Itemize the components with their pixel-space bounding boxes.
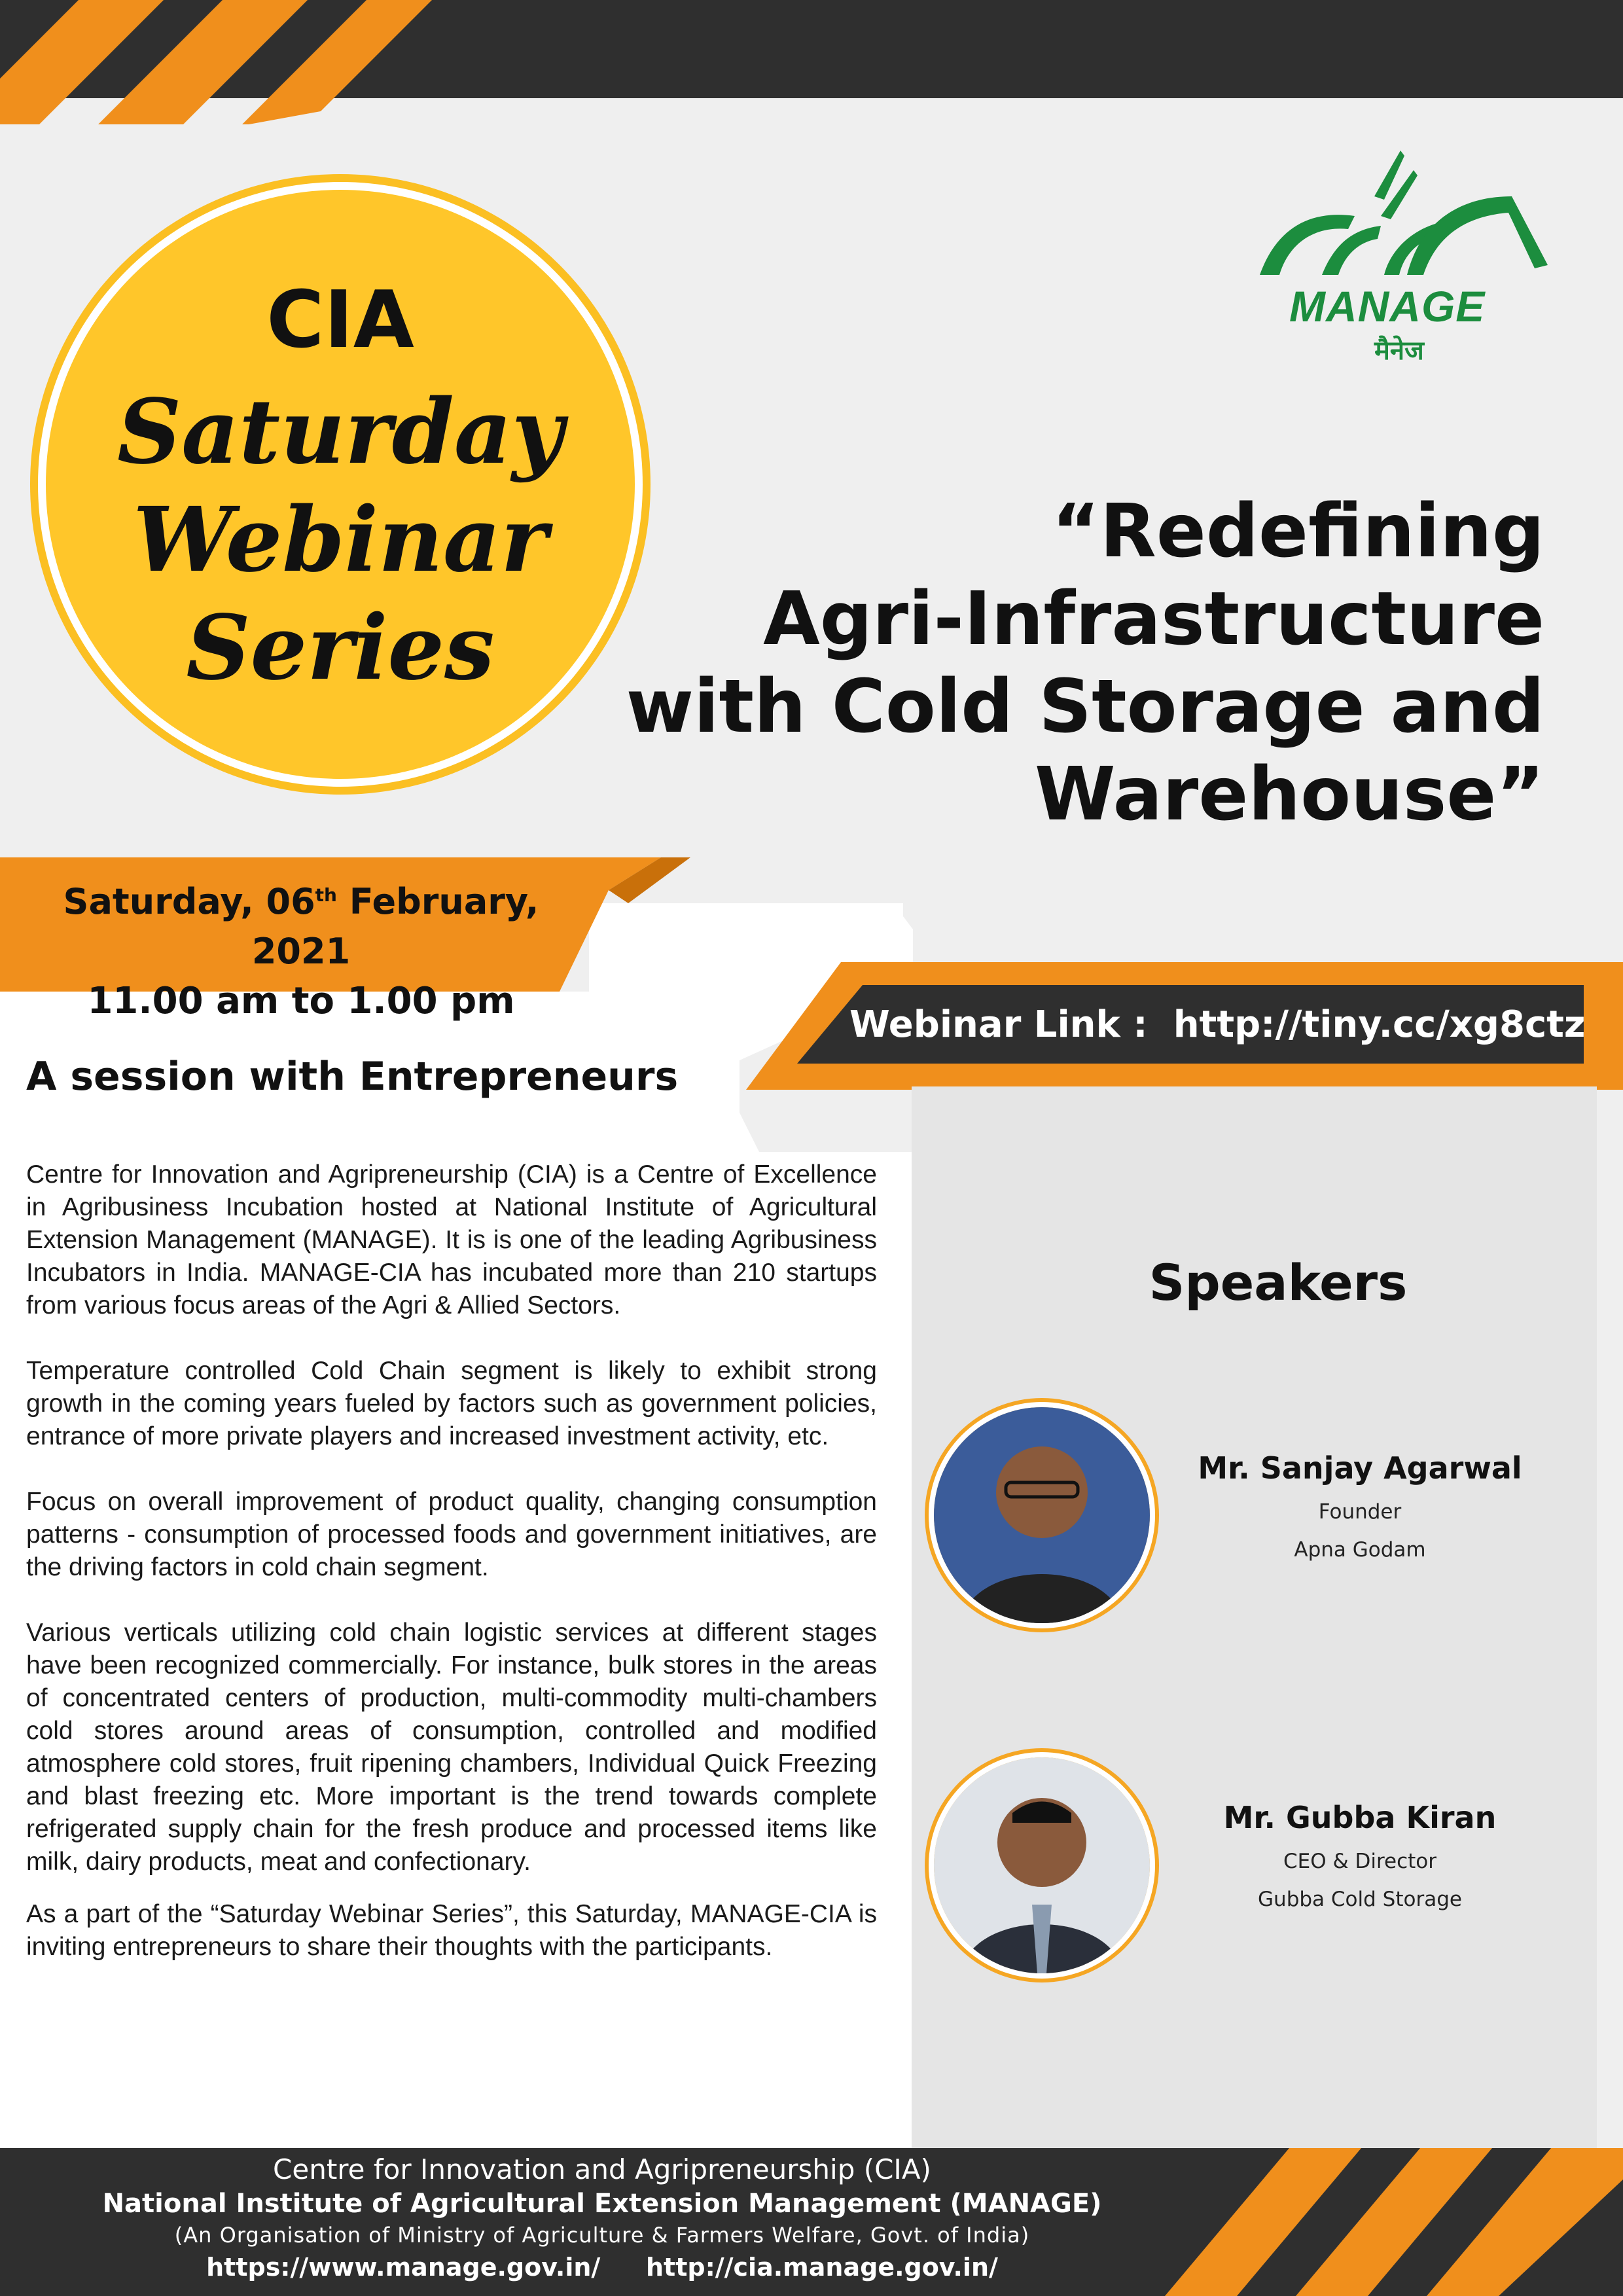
event-date [26,870,576,977]
event-time: 11.00 am to 1.00 pm [87,980,515,1022]
paragraph-cia-intro: Centre for Innovation and Agripreneurship (CIA) is a Centre of Excellence in Agribusiness Incubation hosted at National Institute of Agricultural Extension Management (MANAGE). It is is one of the leading Agribusiness Incubators in India. MANAGE-CIA has incubated more than 210 startups from various focus areas of the Agri & Allied Sectors. [26,1160,877,1319]
speaker-org-gubba: Gubba Cold Storage [1258,1888,1462,1911]
webinar-link-text[interactable] [849,1003,1586,1046]
headline-line-3: with Cold Storage and [626,664,1544,749]
speakers-heading: Speakers [1149,1253,1408,1312]
event-date-time [26,870,576,1026]
session-heading: A session with Entrepreneurs [26,1054,679,1100]
headline-line-1: “Redefining [1052,489,1544,574]
webinar-headline [563,488,1544,838]
badge-line-saturday: Saturday [117,380,563,484]
speaker-name-gubba: Mr. Gubba Kiran [1223,1800,1497,1835]
series-badge [46,190,635,779]
manage-logo [1250,151,1551,373]
headline-line-2: Agri-Infrastructure [763,577,1544,662]
paragraph-driving-factors: Focus on overall improvement of product quality, changing consumption patterns - consumption of processed foods and government initiatives, are the driving factors in cold chain segment. [26,1488,877,1581]
webinar-link-label: Webinar Link : [849,1003,1148,1046]
avatar-icon [934,1407,1150,1623]
footer-institute-name: National Institute of Agricultural Extension Management (MANAGE) [102,2189,1102,2219]
footer-centre-name: Centre for Innovation and Agripreneurship (CIA) [273,2153,931,2185]
event-day-suffix: th [315,884,337,906]
speaker-org-sanjay: Apna Godam [1294,1538,1426,1562]
footer-ministry-note: (An Organisation of Ministry of Agriculture & Farmers Welfare, Govt. of India) [174,2223,1030,2248]
logo-hindi-name: मैनेज [1374,336,1424,366]
event-month-year: February, 2021 [251,881,539,972]
avatar-icon [934,1757,1150,1973]
paragraph-verticals: Various verticals utilizing cold chain logistic services at different stages have been recognized commercially. For instance, bulk stores in the areas of concentrated centers of production, multi-commodity multi-chambers cold stores around areas of consumption, controlled and modified atmosphere cold stores, fruit ripening chambers, Individual Quick Freezing and blast freezing etc. More important is the trend towards complete refrigerated supply chain for the fresh produce and processed items like milk, dairy products, meat and confectionary. [26,1619,877,1876]
speaker-photo-sanjay [934,1407,1150,1623]
logo-name: MANAGE [1289,282,1486,331]
footer-stripes [0,2148,1623,2296]
paragraph-cold-chain-growth: Temperature controlled Cold Chain segment is likely to exhibit strong growth in the coming years fueled by factors such as government policies, entrance of more private players and increased investment activity, etc. [26,1357,877,1450]
speaker-role-sanjay: Founder [1318,1500,1402,1524]
badge-line-webinar: Webinar [133,488,548,592]
headline-line-4: Warehouse” [1035,752,1544,837]
speaker-name-sanjay: Mr. Sanjay Agarwal [1198,1450,1522,1486]
webinar-link-box[interactable] [797,985,1584,1064]
footer-websites[interactable]: https://www.manage.gov.in/ http://cia.manage.gov.in/ [206,2253,998,2282]
description-body [26,1158,877,1964]
webinar-link-url[interactable]: http://tiny.cc/xg8ctz [1173,1003,1586,1046]
paragraph-invitation: As a part of the “Saturday Webinar Series”, this Saturday, MANAGE-CIA is inviting entrepreneurs to share their thoughts with the participants. [26,1900,877,1961]
speaker-role-gubba: CEO & Director [1283,1850,1437,1873]
speaker-photo-gubba [934,1757,1150,1973]
logo-emblem-icon [1250,151,1551,295]
event-day: Saturday, 06 [63,881,315,922]
badge-line-series: Series [186,596,495,700]
badge-title: CIA [266,275,414,366]
